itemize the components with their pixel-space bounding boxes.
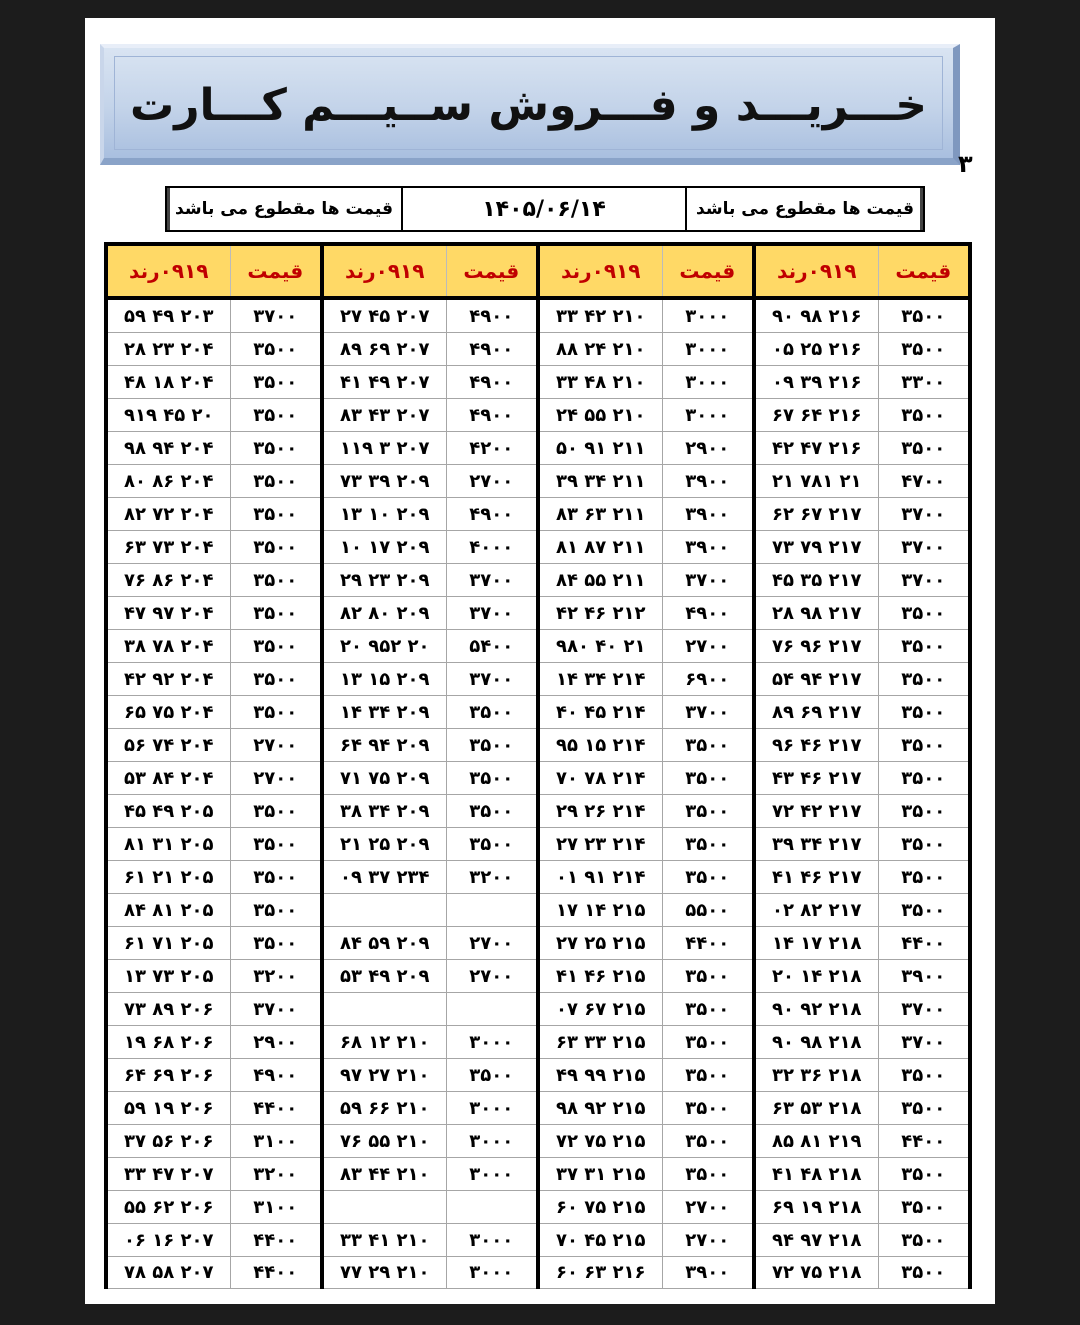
table-header-row	[106, 244, 970, 298]
sim-number-cell: ۲۳۴ ۳۷ ۰۹	[322, 861, 446, 894]
price-cell: ۳۷۰۰	[662, 564, 754, 597]
sim-number-cell: ۲۱۷ ۶۹ ۸۹	[754, 696, 878, 729]
header-number: ۰۹۱۹رند	[322, 244, 446, 298]
sim-number-cell: ۲۱۰ ۲۴ ۸۸	[538, 333, 662, 366]
price-cell: ۳۵۰۰	[878, 1158, 970, 1191]
price-note-right: قیمت ها مقطوع می باشد	[685, 188, 923, 230]
sim-number-cell: ۲۰۶ ۶۲ ۵۵	[106, 1191, 230, 1224]
sim-price-table	[104, 242, 972, 1289]
sim-number-cell: ۲۱۰ ۲۷ ۹۷	[322, 1059, 446, 1092]
price-cell: ۳۹۰۰	[878, 960, 970, 993]
sim-number-cell: ۲۰۴ ۹۲ ۴۲	[106, 663, 230, 696]
sim-number-cell: ۲۰۹ ۵۹ ۸۴	[322, 927, 446, 960]
header-price: قیمت	[662, 244, 754, 298]
sim-number-cell: ۲۱۸ ۹۷ ۹۴	[754, 1224, 878, 1257]
table-row	[106, 1125, 970, 1158]
price-cell: ۲۷۰۰	[662, 1224, 754, 1257]
price-cell: ۳۵۰۰	[878, 861, 970, 894]
sim-number-cell: ۲۱۵ ۴۶ ۴۱	[538, 960, 662, 993]
sim-number-cell: ۲۰۹ ۲۵ ۲۱	[322, 828, 446, 861]
price-cell: ۳۵۰۰	[230, 564, 322, 597]
price-cell: ۲۷۰۰	[230, 762, 322, 795]
price-cell: ۳۵۰۰	[446, 1059, 538, 1092]
price-cell: ۳۰۰۰	[446, 1158, 538, 1191]
sim-number-cell: ۲۱۲ ۴۶ ۴۲	[538, 597, 662, 630]
sim-number-cell: ۲۰۶ ۸۹ ۷۳	[106, 993, 230, 1026]
sim-number-cell: ۲۱۸ ۱۴ ۲۰	[754, 960, 878, 993]
sim-number-cell: ۲۰۹ ۲۳ ۲۹	[322, 564, 446, 597]
price-cell: ۳۷۰۰	[446, 663, 538, 696]
price-cell: ۳۹۰۰	[662, 498, 754, 531]
info-row	[165, 186, 925, 232]
sim-number-cell: ۲۰ ۹۵۲ ۲۰	[322, 630, 446, 663]
table-row	[106, 597, 970, 630]
sim-number-cell: ۲۰۴ ۲۳ ۲۸	[106, 333, 230, 366]
sim-number-cell: ۲۱۰ ۴۸ ۳۳	[538, 366, 662, 399]
price-cell: ۴۴۰۰	[878, 1125, 970, 1158]
table-row	[106, 894, 970, 927]
price-cell: ۳۷۰۰	[878, 993, 970, 1026]
sim-number-cell: ۲۰۷ ۴۹ ۴۱	[322, 366, 446, 399]
sim-number-cell: ۲۰۴ ۷۳ ۶۳	[106, 531, 230, 564]
table-row	[106, 696, 970, 729]
sim-number-cell: ۲۱۵ ۷۵ ۷۲	[538, 1125, 662, 1158]
sim-number-cell: ۲۰۹ ۱۵ ۱۳	[322, 663, 446, 696]
sim-number-cell: ۲۰۴ ۱۸ ۴۸	[106, 366, 230, 399]
price-cell: ۶۹۰۰	[662, 663, 754, 696]
price-cell: ۳۵۰۰	[878, 399, 970, 432]
price-cell: ۳۷۰۰	[878, 564, 970, 597]
sim-number-cell: ۲۱۵ ۲۵ ۲۷	[538, 927, 662, 960]
price-cell: ۳۵۰۰	[230, 828, 322, 861]
sim-number-cell: ۲۱۱ ۹۱ ۵۰	[538, 432, 662, 465]
price-cell: ۵۴۰۰	[446, 630, 538, 663]
sim-number-cell	[322, 1191, 446, 1224]
sim-number-cell: ۲۱۴ ۲۳ ۲۷	[538, 828, 662, 861]
price-cell: ۴۴۰۰	[878, 927, 970, 960]
sim-number-cell: ۲۰۷ ۴۳ ۸۳	[322, 399, 446, 432]
table-row	[106, 298, 970, 333]
sim-number-cell: ۲۰ ۴۵ ۹۱۹	[106, 399, 230, 432]
sim-number-cell: ۲۰۴ ۷۲ ۸۲	[106, 498, 230, 531]
price-cell: ۳۱۰۰	[230, 1125, 322, 1158]
price-cell	[446, 894, 538, 927]
table-row	[106, 1026, 970, 1059]
sim-number-cell: ۲۱۸ ۱۷ ۱۴	[754, 927, 878, 960]
price-cell: ۳۲۰۰	[446, 861, 538, 894]
table-row	[106, 432, 970, 465]
price-cell: ۵۵۰۰	[662, 894, 754, 927]
sim-number-cell: ۲۰۹ ۴۹ ۵۳	[322, 960, 446, 993]
sim-number-cell: ۲۱۷ ۹۶ ۷۶	[754, 630, 878, 663]
sim-number-cell: ۲۱۷ ۴۶ ۴۳	[754, 762, 878, 795]
table-body	[106, 298, 970, 1289]
price-cell: ۳۰۰۰	[662, 298, 754, 333]
table-row	[106, 1158, 970, 1191]
sim-number-cell: ۲۰۴ ۷۵ ۶۵	[106, 696, 230, 729]
sim-number-cell: ۲۰۷ ۵۸ ۷۸	[106, 1257, 230, 1289]
sim-number-cell: ۲۱۸ ۹۸ ۹۰	[754, 1026, 878, 1059]
table-row	[106, 663, 970, 696]
sim-number-cell: ۲۱۷ ۶۷ ۶۲	[754, 498, 878, 531]
sim-number-cell: ۲۰۵ ۳۱ ۸۱	[106, 828, 230, 861]
sim-number-cell: ۲۱۷ ۴۲ ۷۲	[754, 795, 878, 828]
price-cell: ۳۵۰۰	[446, 696, 538, 729]
price-cell: ۴۴۰۰	[662, 927, 754, 960]
price-cell: ۳۵۰۰	[878, 1092, 970, 1125]
price-cell: ۳۵۰۰	[230, 465, 322, 498]
price-cell: ۳۵۰۰	[230, 696, 322, 729]
price-cell: ۳۵۰۰	[230, 630, 322, 663]
price-cell: ۳۰۰۰	[446, 1092, 538, 1125]
price-cell: ۴۴۰۰	[230, 1224, 322, 1257]
sim-number-cell: ۲۰۴ ۷۴ ۵۶	[106, 729, 230, 762]
sim-number-cell: ۲۱۵ ۹۹ ۴۹	[538, 1059, 662, 1092]
price-cell: ۴۹۰۰	[446, 399, 538, 432]
sim-number-cell: ۲۱۱ ۶۳ ۸۳	[538, 498, 662, 531]
price-cell: ۳۵۰۰	[230, 399, 322, 432]
table-row	[106, 366, 970, 399]
price-cell: ۳۵۰۰	[230, 927, 322, 960]
price-cell: ۳۰۰۰	[446, 1125, 538, 1158]
sim-number-cell: ۲۱۷ ۳۵ ۴۵	[754, 564, 878, 597]
price-cell: ۳۵۰۰	[878, 630, 970, 663]
sim-number-cell: ۲۰۵ ۸۱ ۸۴	[106, 894, 230, 927]
price-cell: ۳۵۰۰	[230, 663, 322, 696]
price-cell: ۳۰۰۰	[662, 399, 754, 432]
table-row	[106, 1191, 970, 1224]
sim-number-cell: ۲۰۷ ۴۷ ۳۳	[106, 1158, 230, 1191]
price-cell: ۳۰۰۰	[446, 1257, 538, 1289]
price-cell: ۳۹۰۰	[662, 465, 754, 498]
table-row	[106, 927, 970, 960]
sim-number-cell: ۲۰۴ ۹۷ ۴۷	[106, 597, 230, 630]
sim-number-cell: ۲۱۵ ۳۱ ۳۷	[538, 1158, 662, 1191]
sim-number-cell: ۲۰۴ ۸۶ ۸۰	[106, 465, 230, 498]
price-cell: ۳۲۰۰	[230, 1158, 322, 1191]
header-price: قیمت	[446, 244, 538, 298]
sim-number-cell: ۲۱۵ ۶۷ ۰۷	[538, 993, 662, 1026]
sim-number-cell: ۲۰۳ ۴۹ ۵۹	[106, 298, 230, 333]
sim-number-cell: ۲۰۵ ۷۳ ۱۳	[106, 960, 230, 993]
price-cell: ۲۹۰۰	[230, 1026, 322, 1059]
price-cell: ۳۵۰۰	[662, 993, 754, 1026]
sim-number-cell: ۲۱ ۴۰ ۹۸۰	[538, 630, 662, 663]
table-row	[106, 861, 970, 894]
price-cell: ۳۷۰۰	[446, 597, 538, 630]
sim-number-cell: ۲۰۹ ۸۰ ۸۲	[322, 597, 446, 630]
price-cell: ۳۱۰۰	[230, 1191, 322, 1224]
price-cell: ۲۹۰۰	[662, 432, 754, 465]
price-cell: ۳۵۰۰	[662, 795, 754, 828]
price-cell: ۴۰۰۰	[446, 531, 538, 564]
sim-number-cell: ۲۱۰ ۴۴ ۸۳	[322, 1158, 446, 1191]
table-row	[106, 828, 970, 861]
sim-number-cell: ۲۰۷ ۴۵ ۲۷	[322, 298, 446, 333]
sim-number-cell: ۲۱۵ ۷۵ ۶۰	[538, 1191, 662, 1224]
sim-number-cell: ۲۰۷ ۱۶ ۰۶	[106, 1224, 230, 1257]
price-cell: ۳۰۰۰	[446, 1026, 538, 1059]
table-row	[106, 993, 970, 1026]
sim-number-cell: ۲۱۰ ۵۵ ۷۶	[322, 1125, 446, 1158]
price-cell: ۳۵۰۰	[230, 861, 322, 894]
sim-number-cell: ۲۰۴ ۸۴ ۵۳	[106, 762, 230, 795]
price-cell: ۴۹۰۰	[446, 498, 538, 531]
table-row	[106, 762, 970, 795]
table-row	[106, 795, 970, 828]
sim-number-cell: ۲۱۱ ۵۵ ۸۴	[538, 564, 662, 597]
sim-number-cell: ۲۰۹ ۱۷ ۱۰	[322, 531, 446, 564]
sim-number-cell: ۲۱۷ ۷۹ ۷۳	[754, 531, 878, 564]
price-cell: ۳۹۰۰	[662, 531, 754, 564]
price-cell: ۳۵۰۰	[230, 333, 322, 366]
sim-number-cell: ۲۱۵ ۴۵ ۷۰	[538, 1224, 662, 1257]
sim-number-cell: ۲۰۹ ۳۴ ۱۴	[322, 696, 446, 729]
sim-number-cell: ۲۱۰ ۵۵ ۲۴	[538, 399, 662, 432]
price-cell: ۳۵۰۰	[662, 1092, 754, 1125]
price-cell: ۴۹۰۰	[662, 597, 754, 630]
sim-number-cell: ۲۱ ۷۸۱ ۲۱	[754, 465, 878, 498]
price-cell: ۳۵۰۰	[878, 795, 970, 828]
price-cell: ۳۲۰۰	[230, 960, 322, 993]
sim-number-cell: ۲۰۴ ۸۶ ۷۶	[106, 564, 230, 597]
sim-number-cell: ۲۱۶ ۶۴ ۶۷	[754, 399, 878, 432]
table-row	[106, 564, 970, 597]
sim-number-cell: ۲۰۶ ۶۸ ۱۹	[106, 1026, 230, 1059]
price-cell: ۳۷۰۰	[446, 564, 538, 597]
price-cell: ۳۵۰۰	[878, 597, 970, 630]
sim-number-cell: ۲۰۶ ۶۹ ۶۴	[106, 1059, 230, 1092]
price-cell: ۴۹۰۰	[446, 366, 538, 399]
price-cell: ۳۵۰۰	[662, 1059, 754, 1092]
date-label: ۱۴۰۵/۰۶/۱۴	[401, 188, 685, 230]
table-row	[106, 1059, 970, 1092]
price-cell: ۳۵۰۰	[446, 828, 538, 861]
sim-number-cell: ۲۱۴ ۴۵ ۴۰	[538, 696, 662, 729]
price-cell: ۳۵۰۰	[662, 1158, 754, 1191]
sim-number-cell	[322, 894, 446, 927]
price-cell: ۳۷۰۰	[878, 1026, 970, 1059]
sim-number-cell: ۲۱۴ ۱۵ ۹۵	[538, 729, 662, 762]
sim-number-cell: ۲۰۹ ۱۰ ۱۳	[322, 498, 446, 531]
sim-number-cell: ۲۰۴ ۷۸ ۳۸	[106, 630, 230, 663]
price-cell: ۴۴۰۰	[230, 1257, 322, 1289]
price-cell: ۲۷۰۰	[446, 960, 538, 993]
sim-number-cell: ۲۱۱ ۳۴ ۳۹	[538, 465, 662, 498]
sim-number-cell: ۲۱۷ ۹۸ ۲۸	[754, 597, 878, 630]
sim-number-cell: ۲۱۴ ۷۸ ۷۰	[538, 762, 662, 795]
sim-number-cell: ۲۱۸ ۱۹ ۶۹	[754, 1191, 878, 1224]
price-cell: ۳۰۰۰	[446, 1224, 538, 1257]
sim-number-cell: ۲۰۹ ۷۵ ۷۱	[322, 762, 446, 795]
price-cell: ۴۷۰۰	[878, 465, 970, 498]
price-cell: ۲۷۰۰	[446, 927, 538, 960]
sim-number-cell	[322, 993, 446, 1026]
sim-number-cell: ۲۱۶ ۹۸ ۹۰	[754, 298, 878, 333]
sim-number-cell: ۲۰۶ ۵۶ ۳۷	[106, 1125, 230, 1158]
price-cell: ۳۰۰۰	[662, 366, 754, 399]
price-cell: ۳۵۰۰	[878, 1191, 970, 1224]
sim-number-cell: ۲۱۶ ۴۷ ۴۲	[754, 432, 878, 465]
price-cell: ۳۵۰۰	[662, 762, 754, 795]
header-number: ۰۹۱۹رند	[538, 244, 662, 298]
sim-number-cell: ۲۱۰ ۴۲ ۳۳	[538, 298, 662, 333]
sim-number-cell: ۲۱۵ ۱۴ ۱۷	[538, 894, 662, 927]
table-row	[106, 1257, 970, 1289]
price-cell: ۳۷۰۰	[230, 993, 322, 1026]
header-price: قیمت	[878, 244, 970, 298]
table-row	[106, 630, 970, 663]
sim-number-cell: ۲۱۹ ۸۱ ۸۵	[754, 1125, 878, 1158]
price-cell: ۳۵۰۰	[878, 729, 970, 762]
price-cell: ۳۵۰۰	[878, 1059, 970, 1092]
price-cell: ۴۹۰۰	[446, 333, 538, 366]
sim-number-cell: ۲۰۷ ۳ ۱۱۹	[322, 432, 446, 465]
price-cell: ۳۵۰۰	[230, 795, 322, 828]
sim-number-cell: ۲۰۹ ۳۴ ۳۸	[322, 795, 446, 828]
sim-number-cell: ۲۱۷ ۴۶ ۹۶	[754, 729, 878, 762]
sim-number-cell: ۲۱۴ ۳۴ ۱۴	[538, 663, 662, 696]
price-cell: ۳۵۰۰	[230, 894, 322, 927]
sim-number-cell: ۲۱۰ ۱۲ ۶۸	[322, 1026, 446, 1059]
price-cell: ۳۵۰۰	[878, 1257, 970, 1289]
price-cell: ۳۵۰۰	[662, 729, 754, 762]
table-row	[106, 1224, 970, 1257]
price-cell: ۳۵۰۰	[662, 861, 754, 894]
price-note-left: قیمت ها مقطوع می باشد	[167, 188, 401, 230]
header-price: قیمت	[230, 244, 322, 298]
price-cell: ۳۵۰۰	[446, 762, 538, 795]
sim-number-cell: ۲۱۸ ۷۵ ۷۲	[754, 1257, 878, 1289]
page-number: ۳	[958, 150, 973, 178]
price-cell: ۳۷۰۰	[878, 531, 970, 564]
price-cell: ۳۵۰۰	[878, 333, 970, 366]
price-cell: ۳۵۰۰	[662, 828, 754, 861]
price-cell: ۲۷۰۰	[662, 1191, 754, 1224]
price-cell: ۴۴۰۰	[230, 1092, 322, 1125]
table-row	[106, 1092, 970, 1125]
table-row	[106, 465, 970, 498]
price-cell: ۳۵۰۰	[878, 663, 970, 696]
price-cell: ۳۷۰۰	[230, 298, 322, 333]
sim-number-cell: ۲۱۸ ۳۶ ۳۲	[754, 1059, 878, 1092]
table-row	[106, 531, 970, 564]
price-cell: ۳۵۰۰	[230, 531, 322, 564]
price-cell: ۳۵۰۰	[878, 1224, 970, 1257]
price-cell: ۲۷۰۰	[662, 630, 754, 663]
header-number: ۰۹۱۹رند	[754, 244, 878, 298]
table-row	[106, 729, 970, 762]
price-cell: ۴۹۰۰	[230, 1059, 322, 1092]
price-cell: ۲۷۰۰	[230, 729, 322, 762]
sim-number-cell: ۲۱۵ ۹۲ ۹۸	[538, 1092, 662, 1125]
price-cell: ۳۵۰۰	[230, 597, 322, 630]
price-cell	[446, 993, 538, 1026]
sim-number-cell: ۲۱۶ ۶۳ ۶۰	[538, 1257, 662, 1289]
sim-number-cell: ۲۰۹ ۹۴ ۶۴	[322, 729, 446, 762]
table-row	[106, 399, 970, 432]
table-row	[106, 960, 970, 993]
price-cell: ۳۵۰۰	[662, 1125, 754, 1158]
sim-number-cell: ۲۱۴ ۲۶ ۲۹	[538, 795, 662, 828]
title-banner	[100, 44, 960, 165]
sim-number-cell: ۲۱۸ ۵۳ ۶۳	[754, 1092, 878, 1125]
price-cell: ۳۵۰۰	[878, 432, 970, 465]
price-cell: ۳۵۰۰	[878, 894, 970, 927]
sim-number-cell: ۲۱۷ ۴۶ ۴۱	[754, 861, 878, 894]
price-cell: ۳۵۰۰	[878, 762, 970, 795]
sim-number-cell: ۲۰۵ ۷۱ ۶۱	[106, 927, 230, 960]
table-row	[106, 333, 970, 366]
sim-number-cell: ۲۱۵ ۳۳ ۶۳	[538, 1026, 662, 1059]
price-cell	[446, 1191, 538, 1224]
price-cell: ۳۵۰۰	[878, 696, 970, 729]
price-cell: ۳۵۰۰	[446, 795, 538, 828]
sim-number-cell: ۲۰۵ ۴۹ ۴۵	[106, 795, 230, 828]
price-cell: ۳۷۰۰	[878, 498, 970, 531]
price-cell: ۳۵۰۰	[878, 298, 970, 333]
price-cell: ۳۰۰۰	[662, 333, 754, 366]
price-cell: ۳۵۰۰	[662, 1026, 754, 1059]
price-cell: ۴۲۰۰	[446, 432, 538, 465]
sim-number-cell: ۲۱۰ ۶۶ ۵۹	[322, 1092, 446, 1125]
price-cell: ۳۹۰۰	[662, 1257, 754, 1289]
sim-number-cell: ۲۰۶ ۱۹ ۵۹	[106, 1092, 230, 1125]
sim-number-cell: ۲۱۶ ۳۹ ۰۹	[754, 366, 878, 399]
sim-number-cell: ۲۱۷ ۳۴ ۳۹	[754, 828, 878, 861]
price-cell: ۳۵۰۰	[878, 828, 970, 861]
sim-number-cell: ۲۰۷ ۶۹ ۸۹	[322, 333, 446, 366]
sim-number-cell: ۲۱۷ ۹۴ ۵۴	[754, 663, 878, 696]
price-cell: ۴۹۰۰	[446, 298, 538, 333]
sim-number-cell: ۲۱۸ ۹۲ ۹۰	[754, 993, 878, 1026]
price-cell: ۲۷۰۰	[446, 465, 538, 498]
table-row	[106, 498, 970, 531]
header-number: ۰۹۱۹رند	[106, 244, 230, 298]
price-cell: ۳۷۰۰	[662, 696, 754, 729]
price-cell: ۳۵۰۰	[230, 432, 322, 465]
sim-number-cell: ۲۱۰ ۲۹ ۷۷	[322, 1257, 446, 1289]
sim-number-cell: ۲۱۷ ۸۲ ۰۲	[754, 894, 878, 927]
sim-number-cell: ۲۰۹ ۳۹ ۷۳	[322, 465, 446, 498]
sim-number-cell: ۲۱۰ ۴۱ ۳۳	[322, 1224, 446, 1257]
page-title: خـــریـــد و فـــروش ســیـــم کـــارت	[130, 80, 927, 131]
sim-number-cell: ۲۱۱ ۸۷ ۸۱	[538, 531, 662, 564]
price-cell: ۳۵۰۰	[230, 366, 322, 399]
sim-number-cell: ۲۱۴ ۹۱ ۰۱	[538, 861, 662, 894]
price-cell: ۳۵۰۰	[662, 960, 754, 993]
price-cell: ۳۵۰۰	[446, 729, 538, 762]
sim-number-cell: ۲۰۵ ۲۱ ۶۱	[106, 861, 230, 894]
price-cell: ۳۳۰۰	[878, 366, 970, 399]
sim-number-cell: ۲۱۶ ۲۵ ۰۵	[754, 333, 878, 366]
price-cell: ۳۵۰۰	[230, 498, 322, 531]
sim-number-cell: ۲۱۸ ۴۸ ۴۱	[754, 1158, 878, 1191]
sim-number-cell: ۲۰۴ ۹۴ ۹۸	[106, 432, 230, 465]
